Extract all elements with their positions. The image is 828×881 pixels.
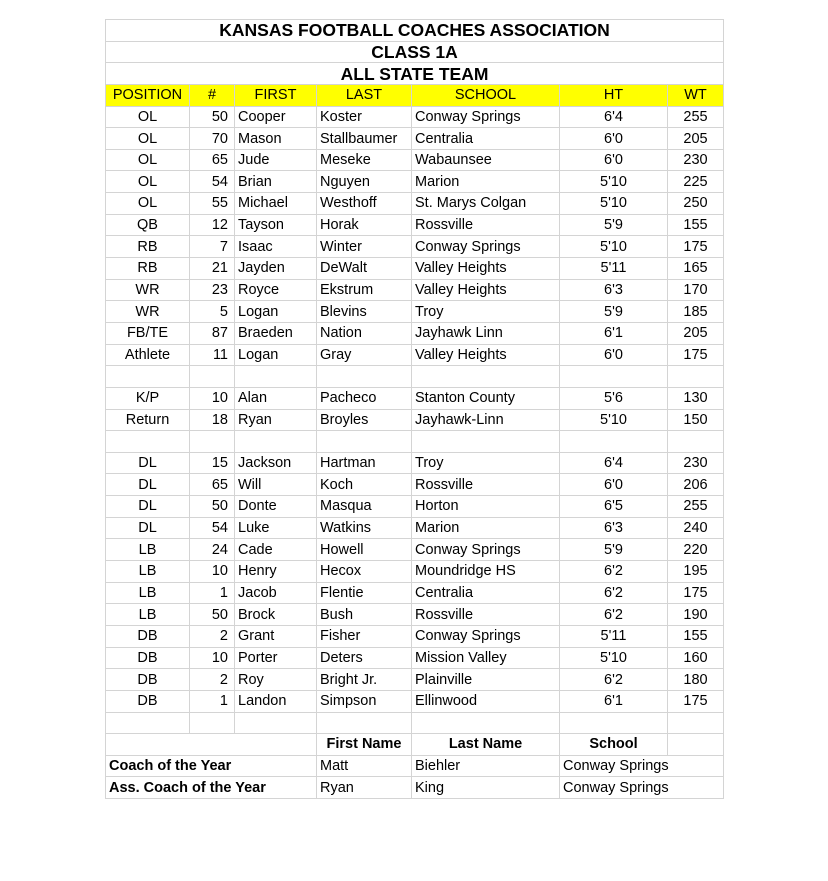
cell-position: DB [106,690,190,712]
cell-height: 6'5 [560,496,668,518]
cell-weight: 206 [668,474,724,496]
col-header-position: POSITION [106,84,190,106]
cell-school: Wabaunsee [412,149,560,171]
cell-first-name: Brian [235,171,317,193]
col-header-number: # [190,84,235,106]
cell-height: 5'10 [560,647,668,669]
cell-number: 21 [190,258,235,280]
cell-height: 5'6 [560,387,668,409]
player-row [106,193,724,215]
coach-school: Conway Springs [560,777,724,799]
cell-number: 2 [190,625,235,647]
cell-position: WR [106,301,190,323]
cell-last-name: Broyles [317,409,412,431]
cell-position: DB [106,625,190,647]
blank-row [106,712,724,734]
cell-last-name: Horak [317,214,412,236]
cell-school: Troy [412,452,560,474]
player-row [106,647,724,669]
col-header-height: HT [560,84,668,106]
title-row [106,63,724,85]
cell-first-name: Porter [235,647,317,669]
cell-first-name: Donte [235,496,317,518]
cell-last-name: Gray [317,344,412,366]
cell-first-name: Tayson [235,214,317,236]
cell-school: St. Marys Colgan [412,193,560,215]
coach-first-name: Ryan [317,777,412,799]
empty-cell [668,734,724,756]
cell-last-name: Blevins [317,301,412,323]
cell-last-name: Ekstrum [317,279,412,301]
empty-cell [560,712,668,734]
cell-last-name: Bush [317,604,412,626]
cell-weight: 190 [668,604,724,626]
cell-school: Troy [412,301,560,323]
cell-number: 12 [190,214,235,236]
cell-weight: 155 [668,625,724,647]
cell-number: 18 [190,409,235,431]
cell-number: 2 [190,669,235,691]
cell-height: 6'0 [560,128,668,150]
player-row [106,409,724,431]
cell-weight: 155 [668,214,724,236]
cell-weight: 255 [668,106,724,128]
cell-number: 10 [190,647,235,669]
col-header-last: LAST [317,84,412,106]
cell-weight: 175 [668,344,724,366]
empty-cell [412,366,560,388]
player-row [106,517,724,539]
coach-header-school: School [560,734,668,756]
player-row [106,387,724,409]
cell-last-name: Koch [317,474,412,496]
title-row [106,41,724,63]
col-header-school: SCHOOL [412,84,560,106]
coach-award-label: Coach of the Year [106,755,317,777]
cell-number: 15 [190,452,235,474]
cell-position: RB [106,236,190,258]
cell-position: OL [106,149,190,171]
cell-school: Jayhawk Linn [412,322,560,344]
player-row [106,301,724,323]
cell-school: Horton [412,496,560,518]
cell-first-name: Jacob [235,582,317,604]
cell-height: 6'0 [560,344,668,366]
cell-weight: 175 [668,690,724,712]
cell-number: 70 [190,128,235,150]
cell-last-name: Hartman [317,452,412,474]
sheet-title-team: ALL STATE TEAM [106,63,724,85]
cell-weight: 220 [668,539,724,561]
cell-school: Stanton County [412,387,560,409]
player-row [106,128,724,150]
coach-row [106,755,724,777]
cell-number: 5 [190,301,235,323]
cell-first-name: Henry [235,561,317,583]
cell-last-name: Hecox [317,561,412,583]
player-row [106,561,724,583]
cell-last-name: Simpson [317,690,412,712]
coach-school: Conway Springs [560,755,724,777]
title-row [106,20,724,42]
player-row [106,625,724,647]
empty-cell [668,712,724,734]
cell-last-name: Winter [317,236,412,258]
cell-position: LB [106,539,190,561]
player-row [106,214,724,236]
cell-weight: 150 [668,409,724,431]
cell-height: 5'9 [560,539,668,561]
cell-last-name: Masqua [317,496,412,518]
all-state-sheet [105,19,723,799]
cell-number: 7 [190,236,235,258]
player-row [106,149,724,171]
cell-first-name: Jayden [235,258,317,280]
cell-weight: 175 [668,236,724,258]
cell-number: 50 [190,106,235,128]
cell-first-name: Royce [235,279,317,301]
coach-header-row [106,734,724,756]
cell-first-name: Will [235,474,317,496]
cell-first-name: Cade [235,539,317,561]
player-row [106,539,724,561]
cell-position: DL [106,452,190,474]
player-row [106,236,724,258]
cell-first-name: Landon [235,690,317,712]
cell-last-name: Fisher [317,625,412,647]
cell-height: 5'9 [560,301,668,323]
cell-first-name: Grant [235,625,317,647]
coach-header-last: Last Name [412,734,560,756]
cell-school: Conway Springs [412,106,560,128]
empty-cell [106,431,190,453]
cell-school: Conway Springs [412,236,560,258]
cell-first-name: Alan [235,387,317,409]
coach-award-label: Ass. Coach of the Year [106,777,317,799]
cell-height: 6'3 [560,279,668,301]
cell-first-name: Logan [235,344,317,366]
cell-position: WR [106,279,190,301]
cell-number: 65 [190,149,235,171]
cell-height: 6'2 [560,669,668,691]
cell-first-name: Logan [235,301,317,323]
cell-position: LB [106,561,190,583]
cell-school: Marion [412,517,560,539]
player-row [106,106,724,128]
cell-height: 6'1 [560,322,668,344]
empty-cell [235,712,317,734]
coach-header-first: First Name [317,734,412,756]
cell-height: 5'10 [560,193,668,215]
cell-position: OL [106,106,190,128]
cell-number: 55 [190,193,235,215]
cell-last-name: Bright Jr. [317,669,412,691]
player-row [106,322,724,344]
blank-row [106,431,724,453]
cell-weight: 130 [668,387,724,409]
cell-number: 54 [190,517,235,539]
cell-position: K/P [106,387,190,409]
cell-school: Plainville [412,669,560,691]
cell-number: 1 [190,582,235,604]
cell-school: Centralia [412,582,560,604]
empty-cell [190,431,235,453]
cell-last-name: Westhoff [317,193,412,215]
cell-school: Jayhawk-Linn [412,409,560,431]
cell-height: 6'0 [560,149,668,171]
cell-weight: 230 [668,149,724,171]
cell-last-name: Meseke [317,149,412,171]
cell-weight: 170 [668,279,724,301]
cell-school: Marion [412,171,560,193]
cell-number: 10 [190,561,235,583]
cell-last-name: DeWalt [317,258,412,280]
cell-position: OL [106,128,190,150]
cell-position: DB [106,669,190,691]
player-row [106,344,724,366]
cell-last-name: Koster [317,106,412,128]
player-row [106,279,724,301]
cell-weight: 175 [668,582,724,604]
empty-cell [106,712,190,734]
cell-weight: 205 [668,322,724,344]
cell-first-name: Isaac [235,236,317,258]
cell-position: Athlete [106,344,190,366]
cell-last-name: Pacheco [317,387,412,409]
empty-cell [317,431,412,453]
player-row [106,604,724,626]
empty-cell [235,366,317,388]
player-row [106,474,724,496]
cell-first-name: Brock [235,604,317,626]
cell-number: 24 [190,539,235,561]
cell-number: 54 [190,171,235,193]
empty-cell [106,734,317,756]
cell-position: DL [106,496,190,518]
coach-last-name: Biehler [412,755,560,777]
cell-weight: 160 [668,647,724,669]
cell-number: 10 [190,387,235,409]
cell-number: 1 [190,690,235,712]
cell-school: Rossville [412,474,560,496]
cell-weight: 250 [668,193,724,215]
cell-first-name: Luke [235,517,317,539]
coach-last-name: King [412,777,560,799]
empty-cell [412,431,560,453]
cell-position: DL [106,517,190,539]
cell-school: Centralia [412,128,560,150]
cell-first-name: Ryan [235,409,317,431]
cell-height: 5'9 [560,214,668,236]
cell-number: 65 [190,474,235,496]
cell-weight: 255 [668,496,724,518]
cell-position: QB [106,214,190,236]
cell-position: OL [106,171,190,193]
empty-cell [560,431,668,453]
cell-position: LB [106,604,190,626]
cell-position: DL [106,474,190,496]
cell-school: Ellinwood [412,690,560,712]
cell-position: DB [106,647,190,669]
player-row [106,171,724,193]
cell-height: 5'11 [560,258,668,280]
cell-weight: 180 [668,669,724,691]
cell-height: 6'2 [560,561,668,583]
cell-weight: 225 [668,171,724,193]
cell-number: 50 [190,496,235,518]
cell-height: 6'2 [560,582,668,604]
empty-cell [190,366,235,388]
cell-position: FB/TE [106,322,190,344]
cell-first-name: Michael [235,193,317,215]
column-header-row [106,84,724,106]
cell-last-name: Nation [317,322,412,344]
cell-school: Mission Valley [412,647,560,669]
blank-row [106,366,724,388]
cell-last-name: Watkins [317,517,412,539]
cell-height: 5'10 [560,409,668,431]
empty-cell [317,712,412,734]
coach-first-name: Matt [317,755,412,777]
cell-height: 6'2 [560,604,668,626]
empty-cell [190,712,235,734]
empty-cell [668,431,724,453]
cell-school: Conway Springs [412,539,560,561]
cell-height: 6'3 [560,517,668,539]
col-header-first: FIRST [235,84,317,106]
cell-first-name: Mason [235,128,317,150]
cell-school: Rossville [412,214,560,236]
empty-cell [317,366,412,388]
cell-weight: 205 [668,128,724,150]
player-row [106,690,724,712]
cell-height: 5'10 [560,171,668,193]
coach-row [106,777,724,799]
cell-first-name: Jude [235,149,317,171]
cell-first-name: Braeden [235,322,317,344]
cell-last-name: Howell [317,539,412,561]
cell-last-name: Flentie [317,582,412,604]
cell-last-name: Stallbaumer [317,128,412,150]
cell-height: 6'1 [560,690,668,712]
cell-height: 5'11 [560,625,668,647]
cell-school: Moundridge HS [412,561,560,583]
cell-number: 50 [190,604,235,626]
cell-position: RB [106,258,190,280]
cell-school: Valley Heights [412,279,560,301]
player-row [106,258,724,280]
cell-weight: 185 [668,301,724,323]
empty-cell [560,366,668,388]
roster-table [105,19,724,799]
player-row [106,496,724,518]
cell-first-name: Roy [235,669,317,691]
cell-number: 23 [190,279,235,301]
empty-cell [412,712,560,734]
empty-cell [235,431,317,453]
col-header-weight: WT [668,84,724,106]
cell-height: 6'0 [560,474,668,496]
sheet-title-class: CLASS 1A [106,41,724,63]
cell-first-name: Jackson [235,452,317,474]
cell-number: 87 [190,322,235,344]
cell-position: OL [106,193,190,215]
cell-position: LB [106,582,190,604]
cell-height: 6'4 [560,106,668,128]
cell-school: Valley Heights [412,344,560,366]
cell-height: 5'10 [560,236,668,258]
cell-position: Return [106,409,190,431]
cell-last-name: Deters [317,647,412,669]
cell-first-name: Cooper [235,106,317,128]
cell-school: Conway Springs [412,625,560,647]
cell-height: 6'4 [560,452,668,474]
player-row [106,669,724,691]
empty-cell [106,366,190,388]
player-row [106,452,724,474]
cell-school: Rossville [412,604,560,626]
cell-last-name: Nguyen [317,171,412,193]
cell-weight: 240 [668,517,724,539]
cell-weight: 230 [668,452,724,474]
cell-weight: 195 [668,561,724,583]
cell-school: Valley Heights [412,258,560,280]
empty-cell [668,366,724,388]
sheet-title-association: KANSAS FOOTBALL COACHES ASSOCIATION [106,20,724,42]
cell-number: 11 [190,344,235,366]
player-row [106,582,724,604]
cell-weight: 165 [668,258,724,280]
